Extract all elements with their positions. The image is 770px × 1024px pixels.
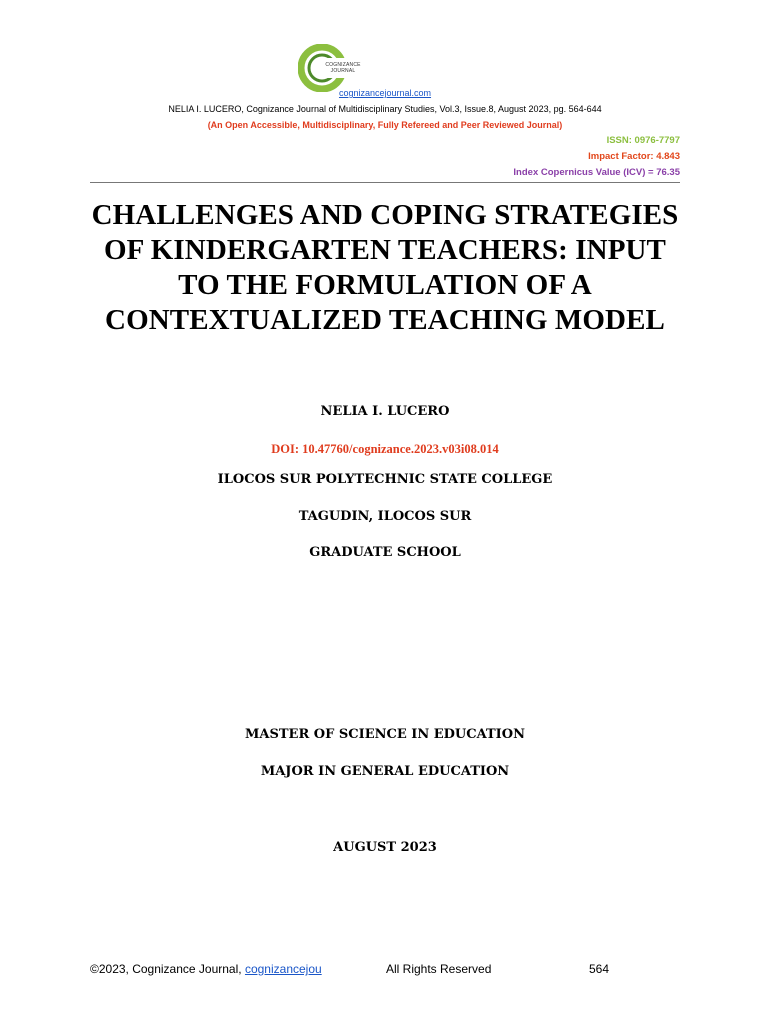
degree-major: MAJOR IN GENERAL EDUCATION [260, 764, 510, 779]
issn: ISSN: 0976-7797 [606, 135, 680, 146]
page-number: 564 [589, 962, 610, 976]
author-name: NELIA I. LUCERO [320, 404, 450, 419]
footer-link[interactable]: cognizancejou [244, 962, 322, 976]
footer-copyright: ©2023, Cognizance Journal, cognizancejou [90, 962, 322, 976]
location: TAGUDIN, ILOCOS SUR [298, 509, 472, 524]
institution: ILOCOS SUR POLYTECHNIC STATE COLLEGE [217, 472, 553, 487]
paper-title: CHALLENGES AND COPING STRATEGIES OF KINDERGARTEN TEACHERS: INPUT TO THE FORMULATION OF A CONTEXTUALIZED TEACHING MODEL [91, 199, 679, 336]
school: GRADUATE SCHOOL [309, 545, 461, 560]
degree-program: MASTER OF SCIENCE IN EDUCATION [245, 727, 525, 742]
journal-logo [298, 44, 368, 92]
logo-text: COGNIZANCE JOURNAL [325, 62, 361, 74]
site-link[interactable]: cognizancejournal.com [338, 88, 432, 98]
icv-value: Index Copernicus Value (ICV) = 76.35 [513, 167, 680, 178]
journal-note: (An Open Accessible, Multidisciplinary, Fully Refereed and Peer Reviewed Journal) [207, 120, 563, 130]
publication-date: AUGUST 2023 [333, 840, 437, 855]
header-divider [90, 182, 680, 183]
citation: NELIA I. LUCERO, Cognizance Journal of Multidisciplinary Studies, Vol.3, Issue.8, August 2023, pg. 564-644 [168, 104, 602, 114]
doi: DOI: 10.47760/cognizance.2023.v03i08.014 [271, 442, 499, 456]
site-link-line [0, 88, 770, 98]
impact-factor: Impact Factor: 4.843 [588, 151, 680, 162]
footer-rights: All Rights Reserved [386, 962, 492, 976]
